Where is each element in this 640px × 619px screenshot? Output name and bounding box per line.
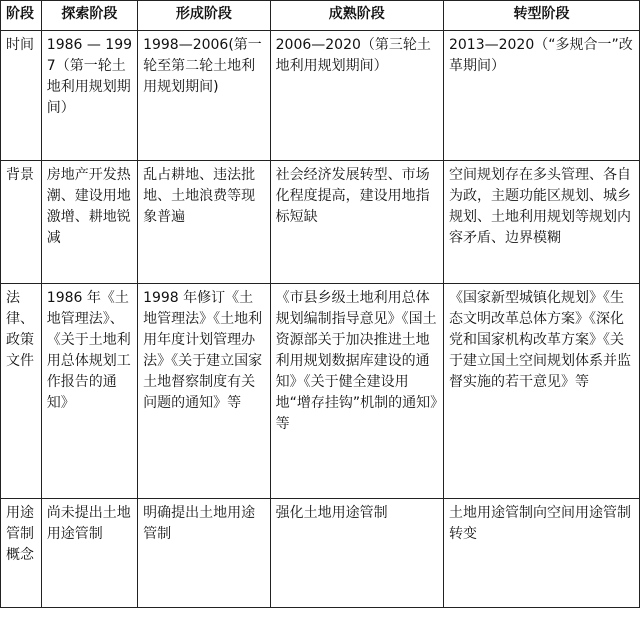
table-cell: 强化土地用途管制 xyxy=(270,499,443,608)
table-row xyxy=(1,499,640,608)
row-label: 用途管制概念 xyxy=(1,499,42,608)
row-label: 时间 xyxy=(1,31,42,161)
table-cell: 1986 — 1997（第一轮土地利用规划期间） xyxy=(41,31,137,161)
row-label: 法律、政策文件 xyxy=(1,284,42,499)
header-row xyxy=(1,1,640,31)
table-cell: 1998 年修订《土地管理法》《土地利用年度计划管理办法》《关于建立国家土地督察制度有关问题的通知》等 xyxy=(138,284,271,499)
table-cell: 《国家新型城镇化规划》《生态文明改革总体方案》《深化党和国家机构改革方案》《关于建立国土空间规划体系并监督实施的若干意见》等 xyxy=(443,284,639,499)
header-mature: 成熟阶段 xyxy=(270,1,443,31)
table-cell: 尚未提出土地用途管制 xyxy=(41,499,137,608)
table-cell: 1998—2006(第一轮至第二轮土地利用规划期间) xyxy=(138,31,271,161)
row-label: 背景 xyxy=(1,161,42,284)
table-cell: 空间规划存在多头管理、各自为政，主题功能区规划、城乡规划、土地利用规划等规划内容矛盾、边界模糊 xyxy=(443,161,639,284)
table-cell: 2006—2020（第三轮土地利用规划期间） xyxy=(270,31,443,161)
table-cell: 明确提出土地用途管制 xyxy=(138,499,271,608)
table-cell: 土地用途管制向空间用途管制转变 xyxy=(443,499,639,608)
table-cell: 房地产开发热潮、建设用地激增、耕地锐减 xyxy=(41,161,137,284)
table-row xyxy=(1,161,640,284)
table-row xyxy=(1,284,640,499)
table-cell: 2013—2020（“多规合一”改革期间） xyxy=(443,31,639,161)
table-row xyxy=(1,31,640,161)
header-transition: 转型阶段 xyxy=(443,1,639,31)
table-cell: 乱占耕地、违法批地、土地浪费等现象普遍 xyxy=(138,161,271,284)
header-stage: 阶段 xyxy=(1,1,42,31)
table-cell: 社会经济发展转型、市场化程度提高，建设用地指标短缺 xyxy=(270,161,443,284)
header-exploration: 探索阶段 xyxy=(41,1,137,31)
header-formation: 形成阶段 xyxy=(138,1,271,31)
table-cell: 《市县乡级土地利用总体规划编制指导意见》《国土资源部关于加决推进土地利用规划数据库建设的通知》《关于健全建设用地“增存挂钩”机制的通知》等 xyxy=(270,284,443,499)
table-cell: 1986 年《土地管理法》、《关于土地利用总体规划工作报告的通知》 xyxy=(41,284,137,499)
